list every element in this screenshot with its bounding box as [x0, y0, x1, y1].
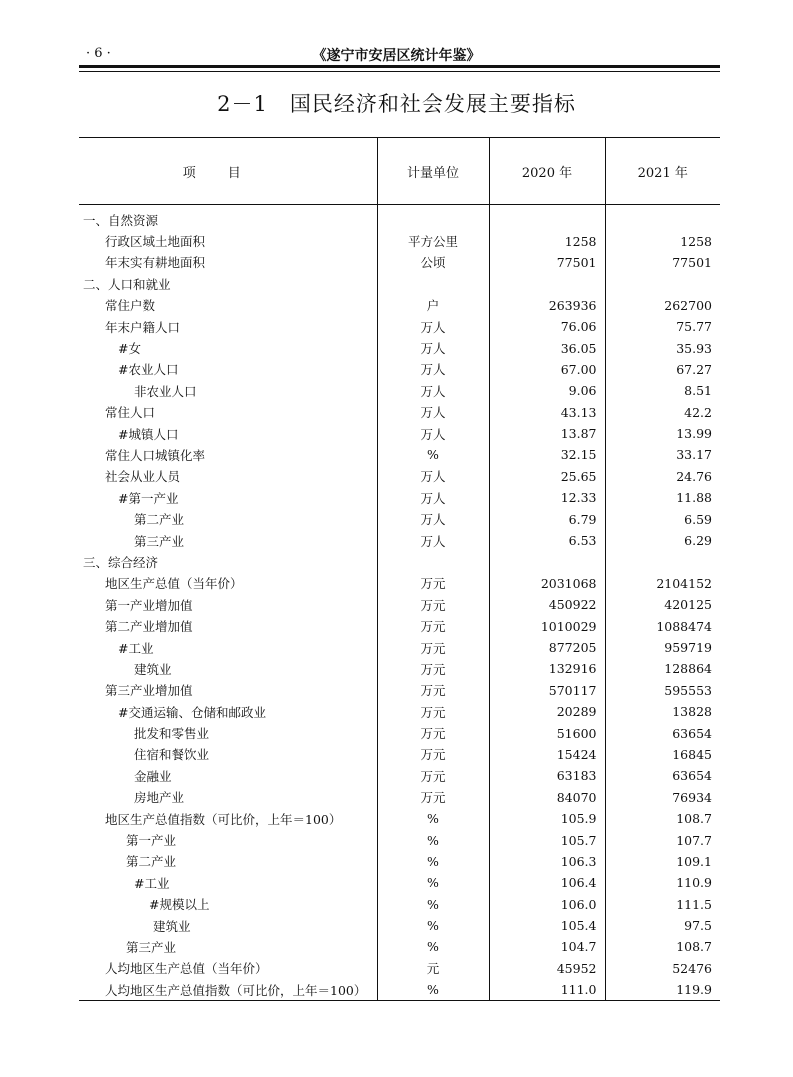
row-value-2020: 25.65	[489, 466, 605, 487]
row-unit: 万元	[377, 765, 489, 786]
table-row	[79, 573, 720, 594]
row-label: #农业人口	[118, 362, 179, 378]
row-unit: %	[377, 444, 489, 465]
row-value-2020: 15424	[489, 744, 605, 765]
column-header-2020: 2020 年	[489, 138, 605, 205]
row-unit: 万人	[377, 402, 489, 423]
table-row	[79, 205, 720, 231]
row-label: 金融业	[134, 768, 172, 784]
table-row	[79, 851, 720, 872]
row-unit: %	[377, 851, 489, 872]
header-rule-thick	[79, 65, 720, 68]
row-unit: 万元	[377, 722, 489, 743]
table-row	[79, 915, 720, 936]
row-value-2021: 33.17	[605, 444, 720, 465]
indicator-table-container	[79, 137, 720, 1001]
row-unit: 万元	[377, 658, 489, 679]
table-row	[79, 744, 720, 765]
row-value-2020: 43.13	[489, 402, 605, 423]
row-value-2020: 105.4	[489, 915, 605, 936]
table-row	[79, 979, 720, 1001]
row-unit: 万元	[377, 744, 489, 765]
row-value-2021: 11.88	[605, 487, 720, 508]
row-label: 常住户数	[105, 298, 156, 314]
row-unit: %	[377, 808, 489, 829]
header-rule-thin	[79, 71, 720, 72]
row-unit: 万人	[377, 359, 489, 380]
row-value-2020: 132916	[489, 658, 605, 679]
table-row	[79, 444, 720, 465]
row-unit: 万人	[377, 530, 489, 551]
row-value-2020: 51600	[489, 722, 605, 743]
row-unit: %	[377, 894, 489, 915]
row-label: 第三产业	[134, 533, 185, 549]
row-label: 三、综合经济	[83, 554, 159, 570]
table-row	[79, 765, 720, 786]
row-unit: %	[377, 829, 489, 850]
row-value-2020	[489, 205, 605, 231]
row-label: 第二产业增加值	[105, 619, 193, 635]
row-value-2020	[489, 273, 605, 294]
row-value-2021: 6.29	[605, 530, 720, 551]
table-number: 2－1	[217, 92, 268, 116]
table-row	[79, 722, 720, 743]
table-row	[79, 594, 720, 615]
row-value-2020: 20289	[489, 701, 605, 722]
indicator-table	[79, 137, 720, 1001]
row-unit: %	[377, 872, 489, 893]
row-label: 人均地区生产总值（当年价）	[105, 961, 268, 977]
row-label: 第二产业	[134, 512, 185, 528]
table-row	[79, 701, 720, 722]
row-label: 年末户籍人口	[105, 319, 181, 335]
row-value-2021: 107.7	[605, 829, 720, 850]
table-header-row	[79, 138, 720, 205]
table-row	[79, 380, 720, 401]
row-value-2021: 109.1	[605, 851, 720, 872]
table-row	[79, 273, 720, 294]
row-value-2021: 67.27	[605, 359, 720, 380]
table-row	[79, 872, 720, 893]
row-unit: 万人	[377, 466, 489, 487]
row-label: 第三产业增加值	[105, 683, 193, 699]
row-value-2021	[605, 273, 720, 294]
table-row	[79, 936, 720, 957]
row-value-2021: 63654	[605, 765, 720, 786]
row-value-2020: 9.06	[489, 380, 605, 401]
row-unit: 万人	[377, 316, 489, 337]
column-header-2021: 2021 年	[605, 138, 720, 205]
row-label: 常住人口城镇化率	[105, 447, 206, 463]
table-row	[79, 402, 720, 423]
column-header-unit: 计量单位	[377, 138, 489, 205]
row-value-2021: 6.59	[605, 508, 720, 529]
table-row	[79, 551, 720, 572]
table-row	[79, 894, 720, 915]
table-row	[79, 958, 720, 979]
row-unit: %	[377, 915, 489, 936]
row-value-2021: 24.76	[605, 466, 720, 487]
row-value-2020: 36.05	[489, 337, 605, 358]
row-label: #交通运输、仓储和邮政业	[118, 704, 266, 720]
row-value-2021: 2104152	[605, 573, 720, 594]
row-value-2020: 1258	[489, 230, 605, 251]
column-header-item: 项目	[79, 138, 377, 205]
row-value-2020: 77501	[489, 252, 605, 273]
row-value-2021: 110.9	[605, 872, 720, 893]
row-unit: 万人	[377, 508, 489, 529]
row-label: 第二产业	[126, 854, 177, 870]
row-value-2021: 108.7	[605, 936, 720, 957]
row-value-2020: 570117	[489, 680, 605, 701]
table-row	[79, 337, 720, 358]
row-label: 行政区域土地面积	[105, 234, 206, 250]
row-unit: 万元	[377, 573, 489, 594]
table-row	[79, 316, 720, 337]
row-label: 常住人口	[105, 405, 156, 421]
row-unit: 万人	[377, 423, 489, 444]
row-label: 社会从业人员	[105, 469, 181, 485]
row-value-2021: 1088474	[605, 615, 720, 636]
row-label: 第一产业增加值	[105, 597, 193, 613]
row-value-2021: 35.93	[605, 337, 720, 358]
row-unit: 万人	[377, 487, 489, 508]
row-unit: 户	[377, 295, 489, 316]
row-value-2020: 63183	[489, 765, 605, 786]
row-value-2021: 128864	[605, 658, 720, 679]
row-value-2020: 105.9	[489, 808, 605, 829]
row-value-2021: 108.7	[605, 808, 720, 829]
row-value-2021: 959719	[605, 637, 720, 658]
row-value-2020: 877205	[489, 637, 605, 658]
running-title: 《遂宁市安居区统计年鉴》	[312, 48, 481, 64]
row-label: 地区生产总值（当年价）	[105, 576, 243, 592]
row-value-2020: 111.0	[489, 979, 605, 1001]
table-row	[79, 615, 720, 636]
table-row	[79, 680, 720, 701]
row-value-2020: 45952	[489, 958, 605, 979]
row-value-2021: 52476	[605, 958, 720, 979]
table-title-text: 国民经济和社会发展主要指标	[289, 92, 576, 116]
table-row	[79, 359, 720, 380]
row-value-2021: 595553	[605, 680, 720, 701]
row-unit: %	[377, 979, 489, 1001]
table-body	[79, 205, 720, 1001]
row-label: #城镇人口	[118, 426, 179, 442]
table-row	[79, 637, 720, 658]
row-label: #第一产业	[118, 490, 179, 506]
table-row	[79, 787, 720, 808]
row-unit: 万元	[377, 615, 489, 636]
row-value-2021: 13828	[605, 701, 720, 722]
row-value-2021	[605, 551, 720, 572]
row-label: #女	[118, 341, 141, 357]
row-unit: 万元	[377, 637, 489, 658]
row-value-2020: 6.53	[489, 530, 605, 551]
row-value-2021: 13.99	[605, 423, 720, 444]
row-label: 人均地区生产总值指数（可比价，上年＝100）	[79, 979, 377, 1001]
row-unit	[377, 551, 489, 572]
row-value-2021: 420125	[605, 594, 720, 615]
row-value-2020: 450922	[489, 594, 605, 615]
row-label: 二、人口和就业	[83, 276, 171, 292]
row-value-2020: 6.79	[489, 508, 605, 529]
row-unit: 公顷	[377, 252, 489, 273]
row-value-2020: 106.3	[489, 851, 605, 872]
table-row	[79, 466, 720, 487]
table-row	[79, 487, 720, 508]
row-value-2020: 76.06	[489, 316, 605, 337]
row-label: 房地产业	[134, 790, 185, 806]
row-unit	[377, 205, 489, 231]
row-value-2020: 13.87	[489, 423, 605, 444]
table-row	[79, 252, 720, 273]
row-unit: 万元	[377, 680, 489, 701]
row-label: #工业	[118, 640, 154, 656]
row-value-2021: 8.51	[605, 380, 720, 401]
row-unit	[377, 273, 489, 294]
row-value-2021: 76934	[605, 787, 720, 808]
row-value-2021: 97.5	[605, 915, 720, 936]
table-row	[79, 423, 720, 444]
row-label: 批发和零售业	[134, 726, 210, 742]
row-value-2021: 63654	[605, 722, 720, 743]
row-label: 第一产业	[126, 833, 177, 849]
row-label: 非农业人口	[134, 383, 197, 399]
row-unit: 万人	[377, 337, 489, 358]
row-value-2021: 77501	[605, 252, 720, 273]
row-value-2021	[605, 205, 720, 231]
row-label: 年末实有耕地面积	[105, 255, 206, 271]
row-value-2021: 75.77	[605, 316, 720, 337]
row-label: 第三产业	[126, 939, 177, 955]
table-row	[79, 808, 720, 829]
row-value-2021: 1258	[605, 230, 720, 251]
row-unit: 万元	[377, 594, 489, 615]
row-value-2021: 111.5	[605, 894, 720, 915]
row-value-2021: 119.9	[605, 979, 720, 1001]
page-number: · 6 ·	[86, 46, 111, 61]
row-value-2020: 84070	[489, 787, 605, 808]
row-value-2020: 263936	[489, 295, 605, 316]
table-row	[79, 230, 720, 251]
row-label: 建筑业	[134, 661, 172, 677]
row-value-2020: 32.15	[489, 444, 605, 465]
row-value-2021: 262700	[605, 295, 720, 316]
row-label: 住宿和餐饮业	[134, 747, 210, 763]
row-unit: 元	[377, 958, 489, 979]
table-title	[0, 88, 793, 118]
row-label: #工业	[134, 875, 170, 891]
row-unit: %	[377, 936, 489, 957]
row-value-2020: 106.0	[489, 894, 605, 915]
row-label: #规模以上	[149, 897, 210, 913]
table-row	[79, 295, 720, 316]
row-value-2021: 42.2	[605, 402, 720, 423]
row-unit: 万元	[377, 787, 489, 808]
row-value-2020: 105.7	[489, 829, 605, 850]
table-row	[79, 658, 720, 679]
row-value-2020: 104.7	[489, 936, 605, 957]
row-unit: 万元	[377, 701, 489, 722]
row-unit: 平方公里	[377, 230, 489, 251]
row-value-2020	[489, 551, 605, 572]
table-row	[79, 530, 720, 551]
row-value-2021: 16845	[605, 744, 720, 765]
row-label: 地区生产总值指数（可比价，上年＝100）	[105, 811, 342, 827]
row-value-2020: 1010029	[489, 615, 605, 636]
row-value-2020: 106.4	[489, 872, 605, 893]
table-row	[79, 508, 720, 529]
row-value-2020: 12.33	[489, 487, 605, 508]
table-row	[79, 829, 720, 850]
row-unit: 万人	[377, 380, 489, 401]
row-label: 一、自然资源	[83, 212, 159, 228]
row-value-2020: 2031068	[489, 573, 605, 594]
row-label: 建筑业	[153, 918, 191, 934]
row-value-2020: 67.00	[489, 359, 605, 380]
